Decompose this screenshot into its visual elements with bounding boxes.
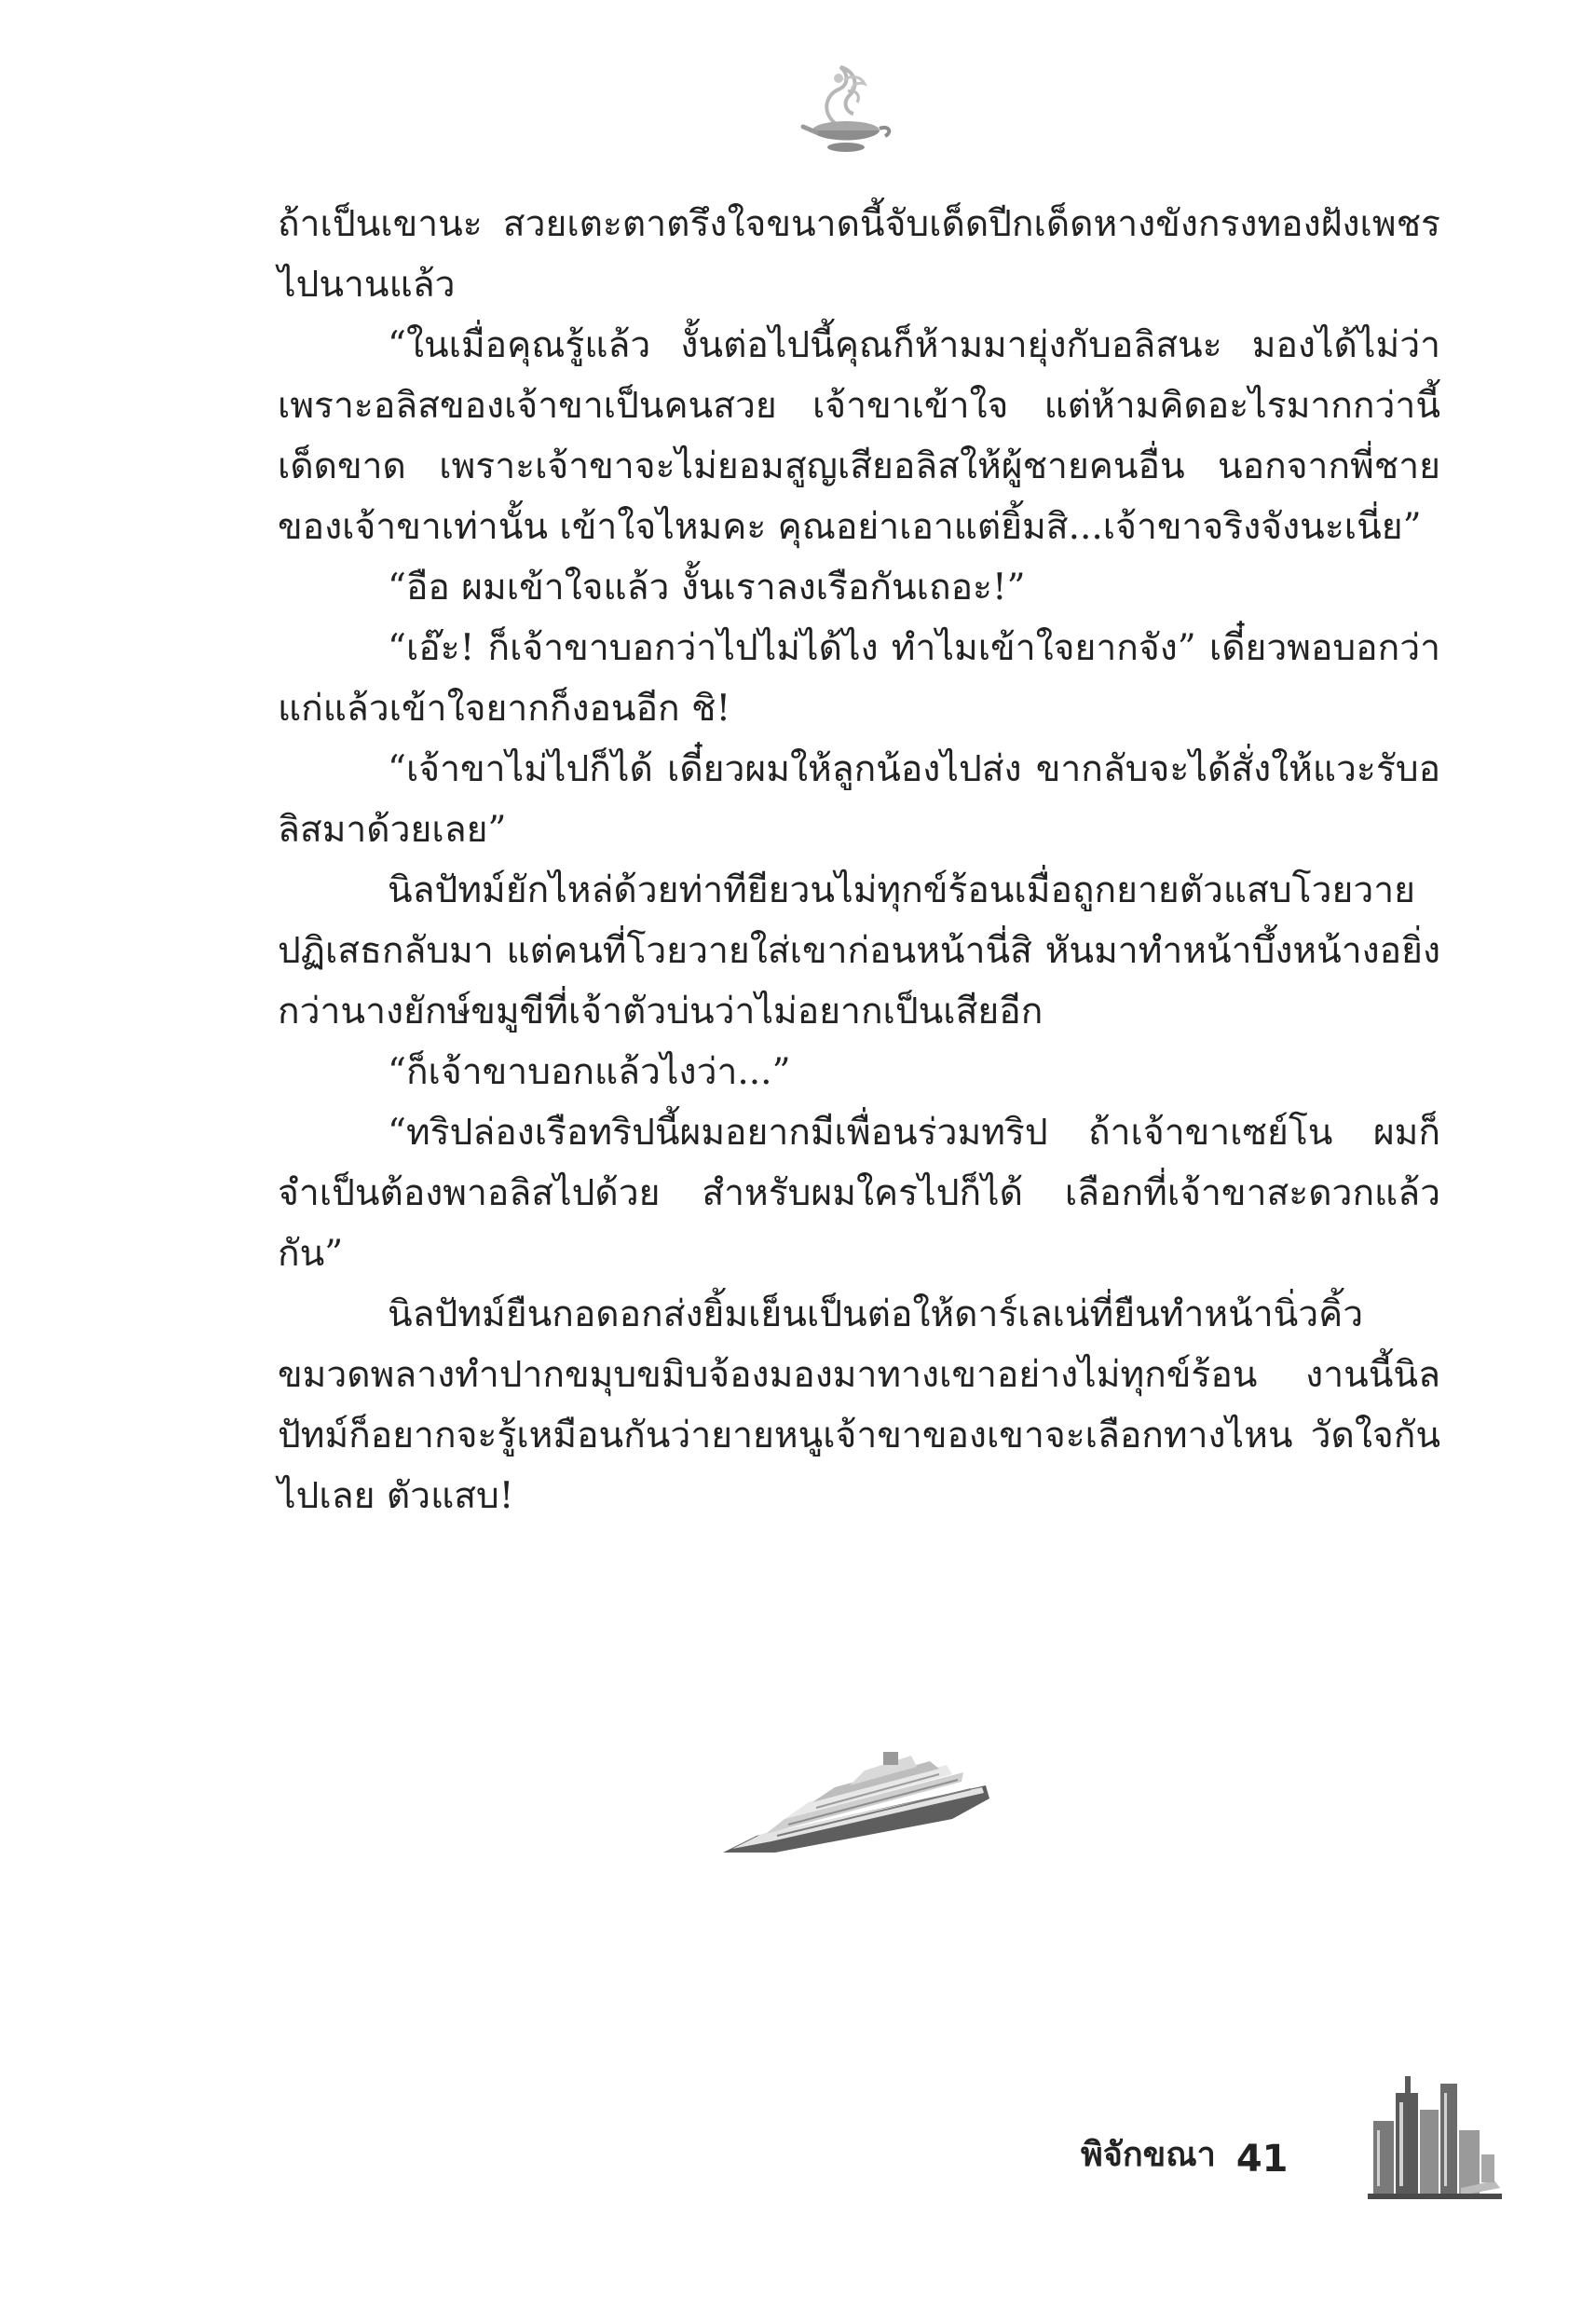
genie-lamp-icon [794,58,896,160]
page-number: 41 [1235,2138,1289,2181]
paragraph: นิลปัทม์ยักไหล่ด้วยท่าทียียวนไม่ทุกข์ร้อนเมื่อถูกยายตัวแสบโวยวายปฏิเสธกลับมา แต่คนที่โวยวายใส่เขาก่อนหน้านี่สิ หันมาทำหน้าบึ้งหน้างอยิ่งกว่านางยักษ์ขมูขีที่เจ้าตัวบ่นว่าไม่อยากเป็นเสียอีก [278,869,1440,1032]
footer-title: พิจักขณา [1081,2136,1216,2174]
page-footer [1081,2121,1289,2181]
paragraph: “เอ๊ะ! ก็เจ้าขาบอกว่าไปไม่ได้ไง ทำไมเข้าใจยากจัง” เดี๋ยวพอบอกว่าแก่แล้วเข้าใจยากก็งอนอีก ชิ! [278,627,1440,730]
city-skyline-icon [1364,2065,1504,2205]
paragraph: “อือ ผมเข้าใจแล้ว งั้นเราลงเรือกันเถอะ!” [388,567,1026,609]
paragraph: ถ้าเป็นเขานะ สวยเตะตาตรึงใจขนาดนี้จับเด็ดปีกเด็ดหางขังกรงทองฝังเพชรไปนานแล้ว [278,203,1440,306]
paragraph: “ทริปล่องเรือทริปนี้ผมอยากมีเพื่อนร่วมทริป ถ้าเจ้าขาเซย์โน ผมก็จำเป็นต้องพาอลิสไปด้วย สำหรับผมใครไปก็ได้ เลือกที่เจ้าขาสะดวกแล้วกัน” [278,1112,1440,1275]
paragraph: “ในเมื่อคุณรู้แล้ว งั้นต่อไปนี้คุณก็ห้ามมายุ่งกับอลิสนะ มองได้ไม่ว่า เพราะอลิสของเจ้าขาเป็นคนสวย เจ้าขาเข้าใจ แต่ห้ามคิดอะไรมากกว่านี้เด็ดขาด เพราะเจ้าขาจะไม่ยอมสูญเสียอลิสให้ผู้ชายคนอื่น นอกจากพี่ชายของเจ้าขาเท่านั้น เข้าใจไหมคะ คุณอย่าเอาแต่ยิ้มสิ...เจ้าขาจริงจังนะเนี่ย” [278,324,1440,548]
paragraph: “ก็เจ้าขาบอกแล้วไงว่า...” [388,1051,791,1093]
paragraph: “เจ้าขาไม่ไปก็ได้ เดี๋ยวผมให้ลูกน้องไปส่ง ขากลับจะได้สั่งให้แวะรับอลิสมาด้วยเลย” [278,748,1440,851]
body-text [278,194,1440,1526]
cruise-ship-icon [719,1744,999,1862]
paragraph: นิลปัทม์ยืนกอดอกส่งยิ้มเย็นเป็นต่อให้ดาร์เลเน่ที่ยืนทำหน้านิ่วคิ้วขมวดพลางทำปากขมุบขมิบจ้องมองมาทางเขาอย่างไม่ทุกข์ร้อน งานนี้นิลปัทม์ก็อยากจะรู้เหมือนกันว่ายายหนูเจ้าขาของเขาจะเลือกทางไหน วัดใจกันไปเลย ตัวแสบ! [278,1293,1440,1517]
